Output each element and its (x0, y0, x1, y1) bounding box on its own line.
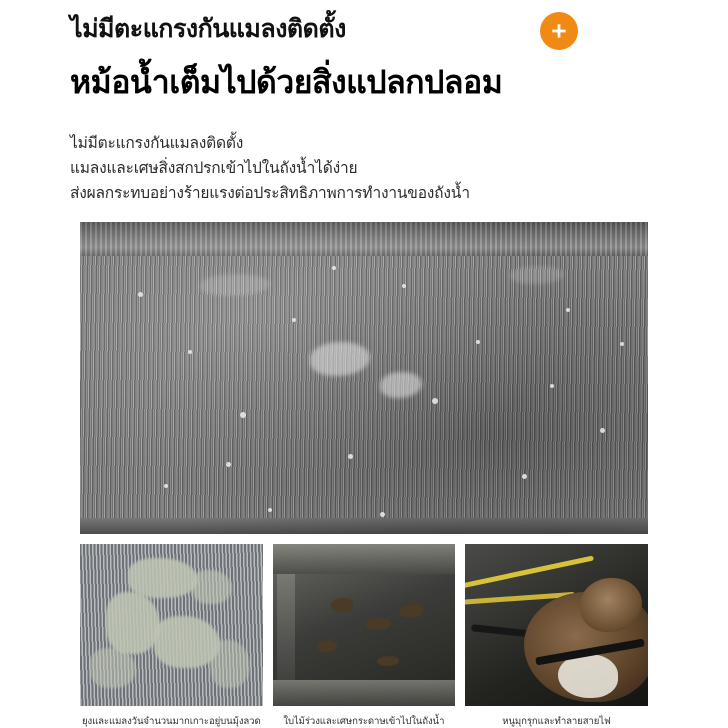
thumb2-leaf (365, 618, 391, 630)
hero-speck (292, 318, 296, 322)
hero-speck (348, 454, 353, 459)
plus-badge (540, 12, 578, 50)
hero-image-radiator-fins (80, 222, 648, 534)
plus-icon (549, 21, 569, 41)
caption-1: ยุงและแมลงวันจำนวนมากเกาะอยู่บนมุ้งลวด (81, 715, 261, 727)
caption-2: ใบไม้ร่วงและเศษกระดาษเข้าไปในถังน้ำ (283, 715, 445, 727)
caption-3: หนูมุกรุกและทำลายสายไฟ (502, 715, 611, 727)
thumb2-panel (273, 544, 456, 574)
thumb2-leaf (399, 604, 423, 618)
hero-speck (402, 284, 406, 288)
header (0, 0, 728, 105)
description-block (0, 131, 728, 206)
hero-speck (332, 266, 336, 270)
thumb2-leaf (377, 656, 399, 666)
hero-speck (620, 342, 624, 346)
hero-speck (188, 350, 192, 354)
hero-speck (550, 384, 554, 388)
page-subtitle: ไม่มีตะแกรงกันแมลงติดตั้ง (70, 14, 346, 43)
hero-speck (164, 484, 168, 488)
hero-speck (380, 512, 385, 517)
thumb2-leaf (317, 640, 337, 652)
hero-speck (226, 462, 231, 467)
description-line-3: ส่งผลกระทบอย่างร้ายแรงต่อประสิทธิภาพการทำงานของถังน้ำ (70, 183, 470, 202)
thumb1-debris (90, 648, 136, 688)
description-line-2: แมลงและเศษสิ่งสกปรกเข้าไปในถังน้ำได้ง่าย (70, 158, 358, 177)
hero-speck (268, 508, 272, 512)
hero-speck (432, 398, 438, 404)
hero-speck (476, 340, 480, 344)
thumbnail-engine-bay-leaves (273, 544, 456, 706)
hero-speck (600, 428, 605, 433)
thumb2-panel (277, 574, 295, 680)
thumbnail-row (80, 544, 648, 706)
thumb2-leaf (331, 598, 353, 612)
thumbnail-insect-debris (80, 544, 263, 706)
thumb1-debris (128, 558, 198, 598)
hero-speck (240, 412, 246, 418)
thumbnail-rodent-wires (465, 544, 648, 706)
page-title: หม้อน้ำเต็มไปด้วยสิ่งแปลกปลอม (70, 62, 503, 101)
caption-row (80, 716, 648, 728)
thumb1-debris (192, 570, 232, 604)
hero-speck (138, 292, 143, 297)
thumb3-rodent-chest (558, 654, 618, 698)
hero-speck (522, 474, 527, 479)
hero-speck (566, 308, 570, 312)
thumb2-panel (273, 680, 456, 706)
description-line-1: ไม่มีตะแกรงกันแมลงติดตั้ง (70, 133, 244, 152)
